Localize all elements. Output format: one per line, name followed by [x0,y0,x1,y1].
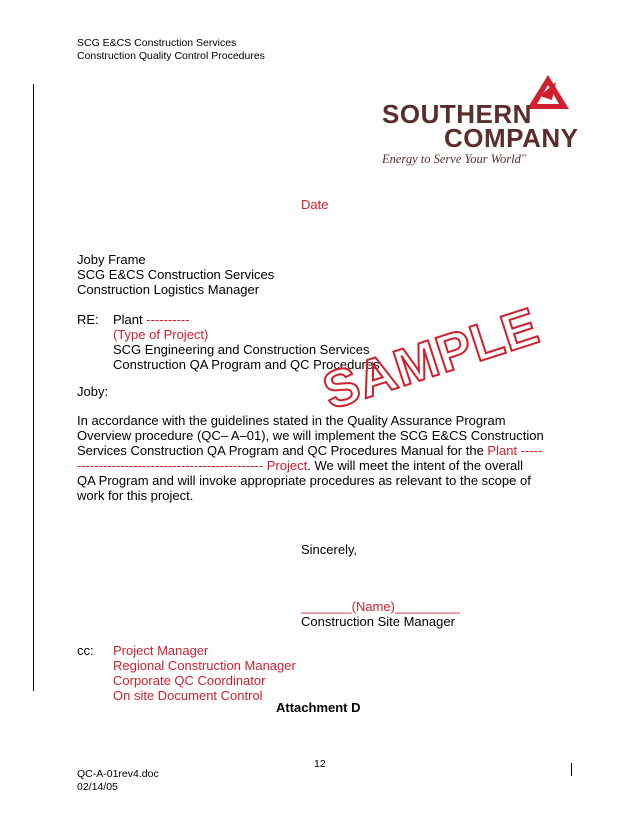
paragraph-line-4-text: . We will meet the intent of the overall [307,458,524,473]
logo-trademark: ™ [520,153,527,160]
change-bar-left [33,84,34,691]
re-line-4: Construction QA Program and QC Procedures [113,357,380,372]
salutation: Joby: [77,384,109,399]
re-line-3: SCG Engineering and Construction Services [113,342,370,357]
document-footer [77,768,159,794]
paragraph-line-3-text: Services Construction QA Program and QC Procedures Manual for the [77,443,488,458]
cc-item: Corporate QC Coordinator [113,673,266,688]
footer-doc-date: 02/14/05 [77,781,118,793]
logo-tagline-text: Energy to Serve Your World [382,152,521,166]
logo-tagline [382,152,527,167]
re-plant-label: Plant [113,312,143,327]
header-line-1: SCG E&CS Construction Services [77,37,237,49]
cc-item: Project Manager [113,643,209,658]
page-number: 12 [314,758,326,770]
cc-item: On site Document Control [113,688,263,703]
southern-company-triangle-icon [526,74,570,110]
change-bar-right [571,763,572,776]
logo-word-southern: SOUTHERN [382,99,532,129]
paragraph-line-5: QA Program and will invoke appropriate procedures as relevant to the scope of [77,473,531,488]
project-placeholder: ------------------------------------------- Project [77,458,308,473]
signature-name: _______(Name)_________ [301,599,461,614]
re-plant-line [113,312,380,327]
southern-company-logo [382,74,582,164]
re-project-type: (Type of Project) [113,327,209,342]
logo-word-company: COMPANY [444,123,579,153]
paragraph-line-1: In accordance with the guidelines stated in the Quality Assurance Program [77,413,506,428]
re-plant-placeholder: ---------- [146,312,190,327]
sample-stamp: SAMPLE [316,297,547,422]
recipient-title: Construction Logistics Manager [77,282,260,297]
plant-placeholder: Plant ----- [487,443,543,458]
paragraph-line-3 [77,443,544,458]
paragraph-line-4 [77,458,544,473]
footer-doc-name: QC-A-01rev4.doc [77,768,159,780]
closing: Sincerely, [301,542,358,557]
recipient-organization: SCG E&CS Construction Services [77,267,275,282]
signature-title: Construction Site Manager [301,614,455,629]
recipient-name: Joby Frame [77,252,146,267]
header-line-2: Construction Quality Control Procedures [77,50,265,62]
attachment-label: Attachment D [276,700,361,715]
body-paragraph [77,413,544,503]
re-label: RE: [77,312,99,327]
cc-list [113,643,296,703]
cc-item: Regional Construction Manager [113,658,296,673]
letter-date: Date [301,197,329,212]
document-header [77,37,265,63]
recipient-block [77,252,274,297]
cc-label: cc: [77,643,94,658]
paragraph-line-6: work for this project. [77,488,194,503]
paragraph-line-2: Overview procedure (QC– A–01), we will implement the SCG E&CS Construction [77,428,544,443]
